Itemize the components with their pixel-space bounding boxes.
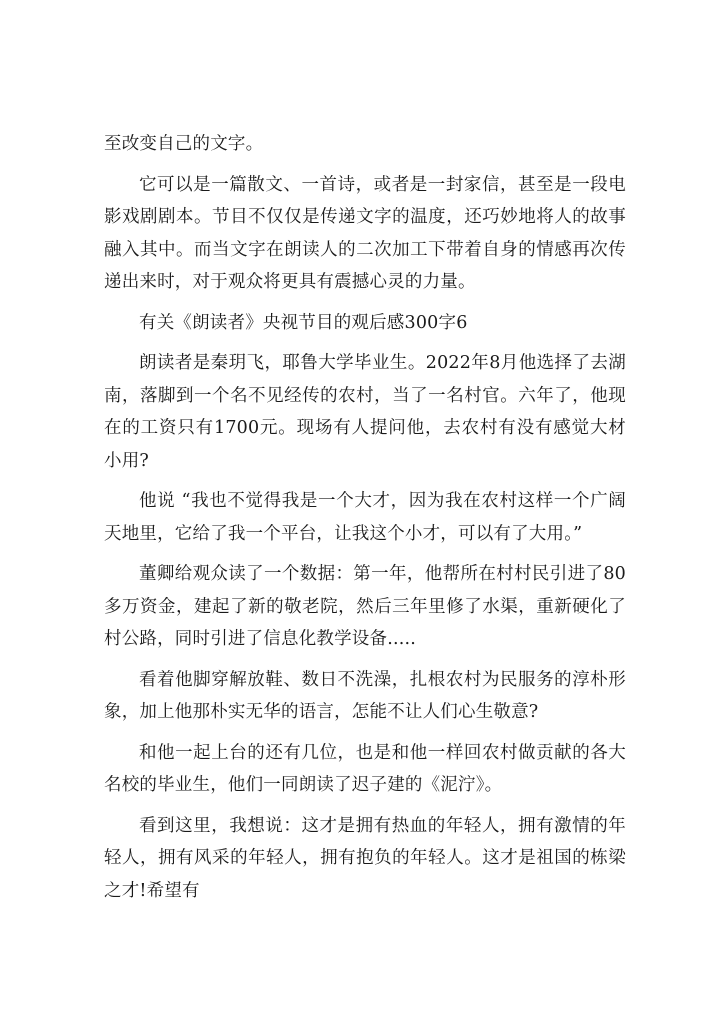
section-heading: 有关《朗读者》央视节目的观后感300字6 xyxy=(139,312,468,333)
document-body xyxy=(104,128,626,915)
paragraph: 董卿给观众读了一个数据：第一年，他帮所在村村民引进了80多万资金，建起了新的敬老院，然后三年里修了水渠，重新硬化了村公路，同时引进了信息化教学设备..... xyxy=(104,564,626,649)
paragraph: 朗读者是秦玥飞，耶鲁大学毕业生。2022年8月他选择了去湖南，落脚到一个名不见经传的农村，当了一名村官。六年了，他现在的工资只有1700元。现场有人提问他，去农村有没有感觉大材小用? xyxy=(104,353,626,471)
paragraph: 看到这里，我想说：这才是拥有热血的年轻人，拥有激情的年轻人，拥有风采的年轻人，拥有抱负的年轻人。这才是祖国的栋梁之才!希望有 xyxy=(104,815,626,901)
paragraph: 它可以是一篇散文、一首诗，或者是一封家信，甚至是一段电影戏剧剧本。节目不仅仅是传递文字的温度，还巧妙地将人的故事融入其中。而当文字在朗读人的二次加工下带着自身的情感再次传递出来时，对于观众将更具有震撼心灵的力量。 xyxy=(104,174,626,292)
paragraph: 和他一起上台的还有几位，也是和他一样回农村做贡献的各大名校的毕业生，他们一同朗读了迟子建的《泥泞》。 xyxy=(104,742,626,795)
paragraph: 至改变自己的文字。 xyxy=(104,134,264,154)
paragraph: 看着他脚穿解放鞋、数日不洗澡，扎根农村为民服务的淳朴形象，加上他那朴实无华的语言，怎能不让人们心生敬意? xyxy=(104,669,626,722)
paragraph: 他说 “我也不觉得我是一个大才，因为我在农村这样一个广阔天地里，它给了我一个平台，让我这个小才，可以有了大用。” xyxy=(104,491,626,544)
